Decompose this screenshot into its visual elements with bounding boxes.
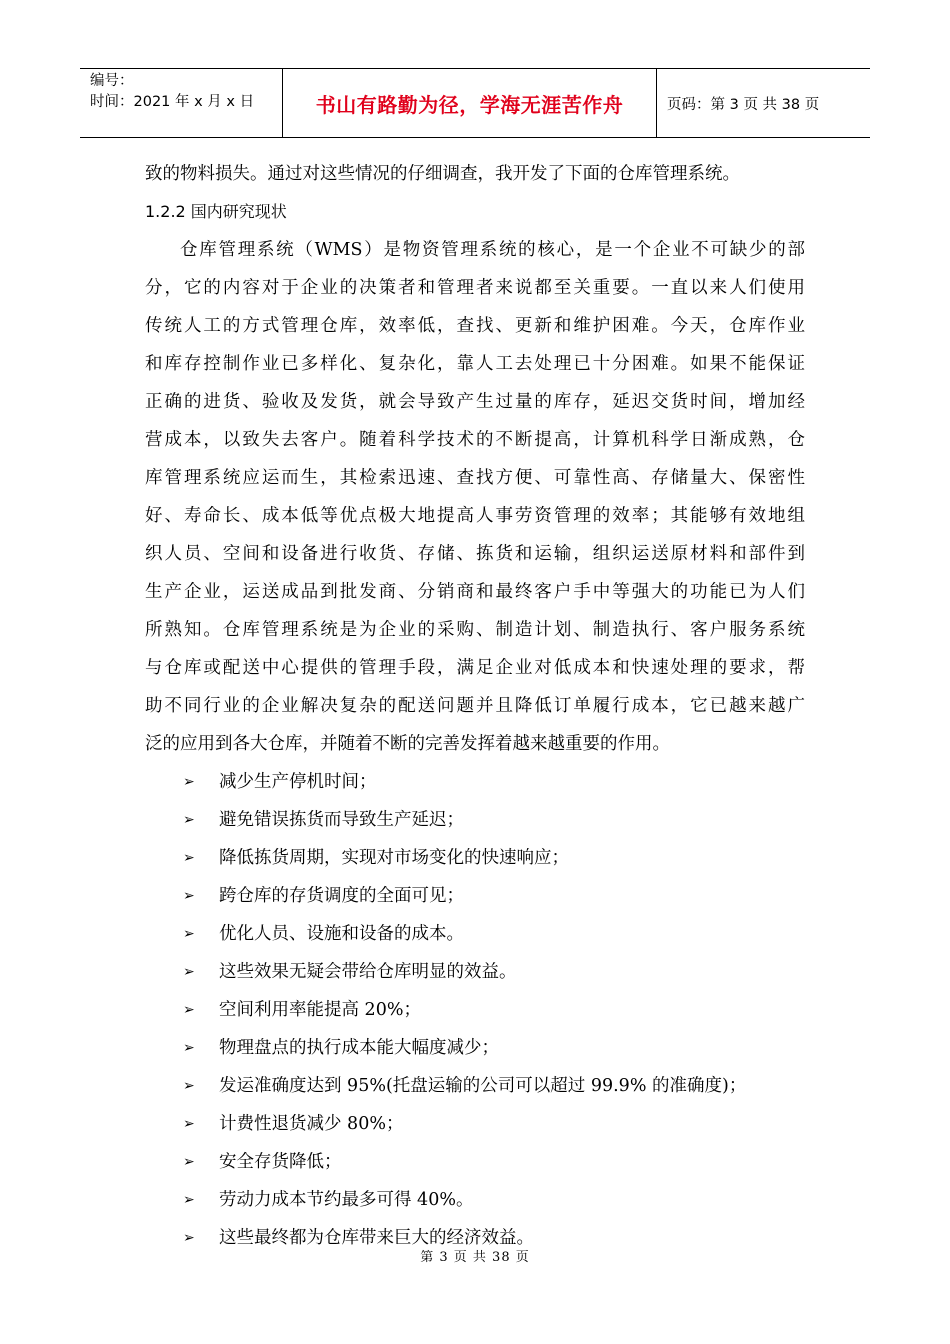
list-item-text: 跨仓库的存货调度的全面可见； bbox=[219, 886, 464, 906]
list-item bbox=[145, 1029, 805, 1067]
list-item-text: 空间利用率能提高 20%； bbox=[219, 1000, 421, 1020]
list-item-text: 避免错误拣货而导致生产延迟； bbox=[219, 810, 464, 830]
paragraph-line: 所熟知。仓库管理系统是为企业的采购、制造计划、制造执行、客户服务系统 bbox=[145, 620, 805, 640]
list-item bbox=[145, 1067, 805, 1105]
section-heading: 1.2.2 国内研究现状 bbox=[145, 202, 287, 221]
list-item-text: 安全存货降低； bbox=[219, 1152, 342, 1172]
document-number-label: 编号： bbox=[90, 73, 134, 89]
paragraph-line: 与仓库或配送中心提供的管理手段，满足企业对低成本和快速处理的要求，帮 bbox=[145, 658, 805, 678]
paragraph-line: 泛的应用到各大仓库，并随着不断的完善发挥着越来越重要的作用。 bbox=[145, 734, 670, 754]
arrow-bullet-icon: ➢ bbox=[183, 1116, 195, 1132]
list-item-text: 降低拣货周期，实现对市场变化的快速响应； bbox=[219, 848, 569, 868]
arrow-bullet-icon: ➢ bbox=[183, 1230, 195, 1246]
arrow-bullet-icon: ➢ bbox=[183, 1002, 195, 1018]
list-item bbox=[145, 1105, 805, 1143]
arrow-bullet-icon: ➢ bbox=[183, 1192, 195, 1208]
list-item-text: 这些最终都为仓库带来巨大的经济效益。 bbox=[219, 1228, 534, 1248]
page-header bbox=[80, 68, 870, 138]
paragraph-line: 正确的进货、验收及发货，就会导致产生过量的库存，延迟交货时间，增加经 bbox=[145, 392, 805, 412]
arrow-bullet-icon: ➢ bbox=[183, 850, 195, 866]
paragraph-line: 仓库管理系统（WMS）是物资管理系统的核心，是一个企业不可缺少的部 bbox=[180, 240, 805, 260]
header-meta bbox=[80, 69, 283, 137]
list-item bbox=[145, 953, 805, 991]
list-item-text: 减少生产停机时间； bbox=[219, 772, 377, 792]
paragraph-line: 织人员、空间和设备进行收货、存储、拣货和运输，组织运送原材料和部件到 bbox=[145, 544, 805, 564]
list-item bbox=[145, 991, 805, 1029]
list-item bbox=[145, 763, 805, 801]
arrow-bullet-icon: ➢ bbox=[183, 812, 195, 828]
list-item-text: 这些效果无疑会带给仓库明显的效益。 bbox=[219, 962, 517, 982]
bullet-list bbox=[145, 763, 805, 1257]
list-item bbox=[145, 801, 805, 839]
list-item-text: 发运准确度达到 95%(托盘运输的公司可以超过 99.9% 的准确度)； bbox=[219, 1076, 747, 1096]
paragraph-line: 好、寿命长、成本低等优点极大地提高人事劳资管理的效率；其能够有效地组 bbox=[145, 506, 805, 526]
list-item bbox=[145, 915, 805, 953]
page-footer: 第 3 页 共 38 页 bbox=[420, 1250, 530, 1265]
paragraph-line: 和库存控制作业已多样化、复杂化，靠人工去处理已十分困难。如果不能保证 bbox=[145, 354, 805, 374]
list-item-text: 物理盘点的执行成本能大幅度减少； bbox=[219, 1038, 499, 1058]
list-item-text: 计费性退货减少 80%； bbox=[219, 1114, 404, 1134]
list-item-text: 劳动力成本节约最多可得 40%。 bbox=[219, 1190, 474, 1210]
paragraph-line: 营成本，以致失去客户。随着科学技术的不断提高，计算机科学日渐成熟，仓 bbox=[145, 430, 805, 450]
arrow-bullet-icon: ➢ bbox=[183, 888, 195, 904]
arrow-bullet-icon: ➢ bbox=[183, 1040, 195, 1056]
arrow-bullet-icon: ➢ bbox=[183, 926, 195, 942]
lead-line: 致的物料损失。通过对这些情况的仔细调查，我开发了下面的仓库管理系统。 bbox=[145, 164, 740, 184]
header-motto-cell bbox=[283, 69, 657, 137]
paragraph-line: 生产企业，运送成品到批发商、分销商和最终客户手中等强大的功能已为人们 bbox=[145, 582, 805, 602]
arrow-bullet-icon: ➢ bbox=[183, 774, 195, 790]
list-item bbox=[145, 1181, 805, 1219]
list-item bbox=[145, 839, 805, 877]
arrow-bullet-icon: ➢ bbox=[183, 1154, 195, 1170]
list-item bbox=[145, 877, 805, 915]
list-item-text: 优化人员、设施和设备的成本。 bbox=[219, 924, 464, 944]
paragraph-line: 分，它的内容对于企业的决策者和管理者来说都至关重要。一直以来人们使用 bbox=[145, 278, 805, 298]
document-date: 时间：2021 年 x 月 x 日 bbox=[90, 94, 255, 110]
header-motto: 书山有路勤为径，学海无涯苦作舟 bbox=[315, 92, 624, 117]
arrow-bullet-icon: ➢ bbox=[183, 1078, 195, 1094]
header-page-info: 页码：第 3 页 共 38 页 bbox=[667, 96, 820, 113]
paragraph-line: 助不同行业的企业解决复杂的配送问题并且降低订单履行成本，它已越来越广 bbox=[145, 696, 805, 716]
header-page-info-cell bbox=[657, 69, 870, 137]
list-item bbox=[145, 1143, 805, 1181]
paragraph-line: 传统人工的方式管理仓库，效率低，查找、更新和维护困难。今天，仓库作业 bbox=[145, 316, 805, 336]
page-content bbox=[145, 155, 805, 1257]
paragraph-line: 库管理系统应运而生，其检索迅速、查找方便、可靠性高、存储量大、保密性 bbox=[145, 468, 805, 488]
body-paragraph bbox=[145, 231, 805, 763]
arrow-bullet-icon: ➢ bbox=[183, 964, 195, 980]
